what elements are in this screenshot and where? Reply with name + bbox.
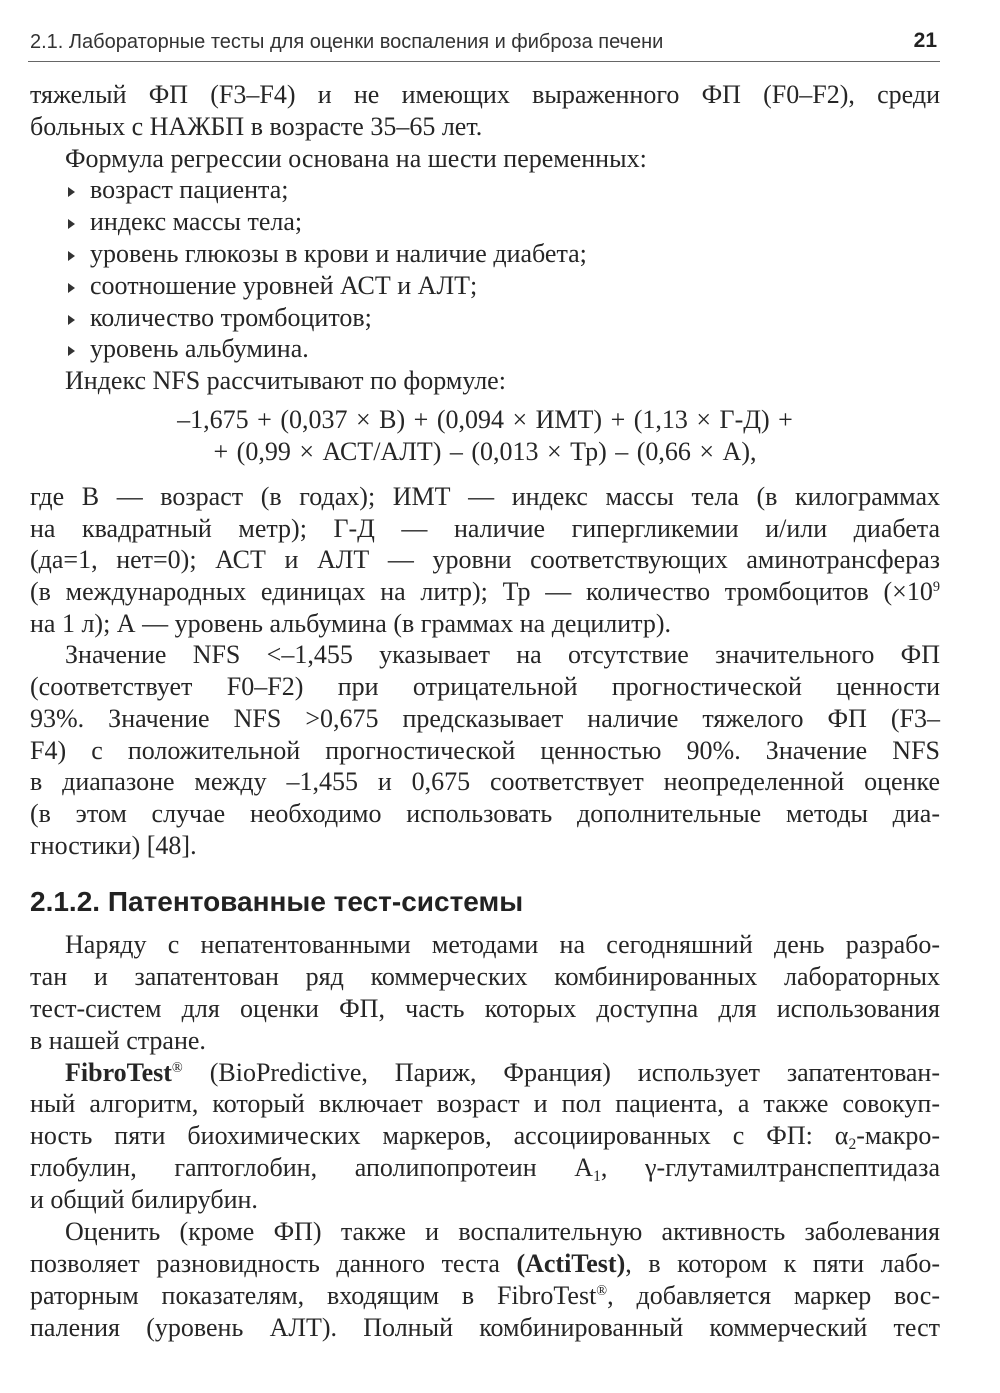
registered-mark: ® (596, 1283, 608, 1300)
page-number: 21 (913, 29, 937, 52)
subscript: 2 (848, 1136, 857, 1154)
text-line: тест-систем для оценки ФП, часть которых доступна для использования (30, 993, 940, 1023)
nfs-legend-and-interpretation (30, 481, 940, 861)
variables-lead: Формула регрессии основана на шести переменных: (65, 143, 647, 173)
list-item-text: уровень альбумина. (90, 334, 309, 364)
formula-lead: Индекс NFS рассчитывают по формуле: (65, 366, 506, 396)
header-rule (28, 61, 940, 62)
text-line: (соответствует F0–F2) при отрицательной прогностической ценности (30, 672, 940, 702)
text-line: Значение NFS <–1,455 указывает на отсутствие значительного ФП (65, 640, 940, 670)
text-line: больных с НАЖБП в возрасте 35–65 лет. (30, 111, 483, 141)
text-line: Оценить (кроме ФП) также и воспалительную активность заболевания (65, 1217, 940, 1247)
text-segment: (в международных единицах на литр); Тр — количество тромбоцитов (×10 (30, 577, 933, 607)
text-segment: глобулин, гаптоглобин, аполипопротеин A (30, 1153, 594, 1183)
list-item (30, 270, 940, 302)
list-item-text: индекс массы тела; (90, 207, 303, 237)
text-segment: -макро- (856, 1121, 940, 1151)
text-line: на квадратный метр); Г-Д — наличие гипергликемии и/или диабета (30, 513, 940, 543)
text-line: (в этом случае необходимо использовать дополнительные методы диа- (30, 798, 940, 828)
text-line: тяжелый ФП (F3–F4) и не имеющих выраженного ФП (F0–F2), среди (30, 80, 940, 109)
list-item (30, 206, 940, 238)
nfs-description (30, 79, 940, 397)
list-item (30, 174, 940, 206)
list-item-text: количество тромбоцитов; (90, 302, 372, 332)
nfs-formula (30, 404, 940, 468)
text-segment: , в котором к пяти лабо- (625, 1248, 941, 1278)
text-line: в диапазоне между –1,455 и 0,675 соответствует неопределенной оценке (30, 767, 940, 797)
bullet-triangle-icon (68, 251, 75, 261)
text-segment: (BioPredictive, Париж, Франция) использует запатентован- (182, 1057, 940, 1087)
registered-mark: ® (171, 1059, 183, 1076)
text-line (30, 576, 940, 608)
list-item (30, 302, 940, 334)
text-line: 93%. Значение NFS >0,675 предсказывает наличие тяжелого ФП (F3– (30, 703, 940, 733)
list-item-text: возраст пациента; (90, 175, 289, 205)
bold-term: FibroTest (65, 1057, 172, 1087)
bullet-triangle-icon (68, 219, 75, 229)
text-line (30, 1248, 940, 1280)
text-line (30, 1057, 940, 1089)
text-line: (да=1, нет=0); АСТ и АЛТ — уровни соответствующих аминотрансфераз (30, 545, 940, 575)
text-line: паления (уровень АЛТ). Полный комбинированный коммерческий тест (30, 1312, 940, 1342)
text-segment: ность пяти биохимических маркеров, ассоциированных с ФП: α (30, 1121, 849, 1151)
list-item (30, 333, 940, 365)
text-line: тан и запатентован ряд коммерческих комбинированных лабораторных (30, 961, 940, 991)
bullet-triangle-icon (68, 315, 75, 325)
patented-tests-text (30, 929, 940, 1344)
subscript: 1 (593, 1167, 601, 1185)
text-line (30, 1280, 940, 1312)
text-line: где В — возраст (в годах); ИМТ — индекс массы тела (в килограммах (30, 482, 940, 511)
text-line: Наряду с непатентованными методами на сегодняшний день разрабо- (65, 930, 940, 959)
text-line (30, 1152, 940, 1184)
text-line: гностики) [48]. (30, 830, 197, 860)
text-line: в нашей стране. (30, 1025, 206, 1055)
variables-list (30, 174, 940, 365)
bullet-triangle-icon (68, 346, 75, 356)
text-line (30, 1120, 940, 1152)
bold-term: (ActiTest) (516, 1248, 626, 1278)
text-line: на 1 л); А — уровень альбумина (в граммах на децилитр). (30, 608, 672, 638)
text-segment: , γ-глутамилтранспептидаза (600, 1153, 940, 1183)
text-line: и общий билирубин. (30, 1185, 258, 1215)
text-line: F4) с положительной прогностической ценностью 90%. Значение NFS (30, 735, 940, 765)
list-item-text: уровень глюкозы в крови и наличие диабета; (90, 238, 587, 268)
bullet-triangle-icon (68, 187, 75, 197)
superscript: 9 (932, 579, 940, 596)
formula-line: –1,675 + (0,037 × В) + (0,094 × ИМТ) + (1,13 × Г-Д) + (177, 405, 793, 434)
list-item-text: соотношение уровней АСТ и АЛТ; (90, 270, 478, 300)
running-title: 2.1. Лабораторные тесты для оценки воспаления и фиброза печени (30, 31, 664, 53)
list-item (30, 238, 940, 270)
text-segment: раторным показателям, входящим в FibroTest (30, 1280, 597, 1310)
text-line: ный алгоритм, который включает возраст и пол пациента, а также совокуп- (30, 1089, 940, 1119)
text-segment: позволяет разновидность данного теста (30, 1248, 517, 1278)
text-segment: , добавляется маркер вос- (607, 1280, 940, 1310)
bullet-triangle-icon (68, 283, 75, 293)
formula-line: + (0,99 × АСТ/АЛТ) – (0,013 × Тр) – (0,66 × А), (213, 437, 757, 466)
section-heading: 2.1.2. Патентованные тест-системы (30, 886, 524, 917)
